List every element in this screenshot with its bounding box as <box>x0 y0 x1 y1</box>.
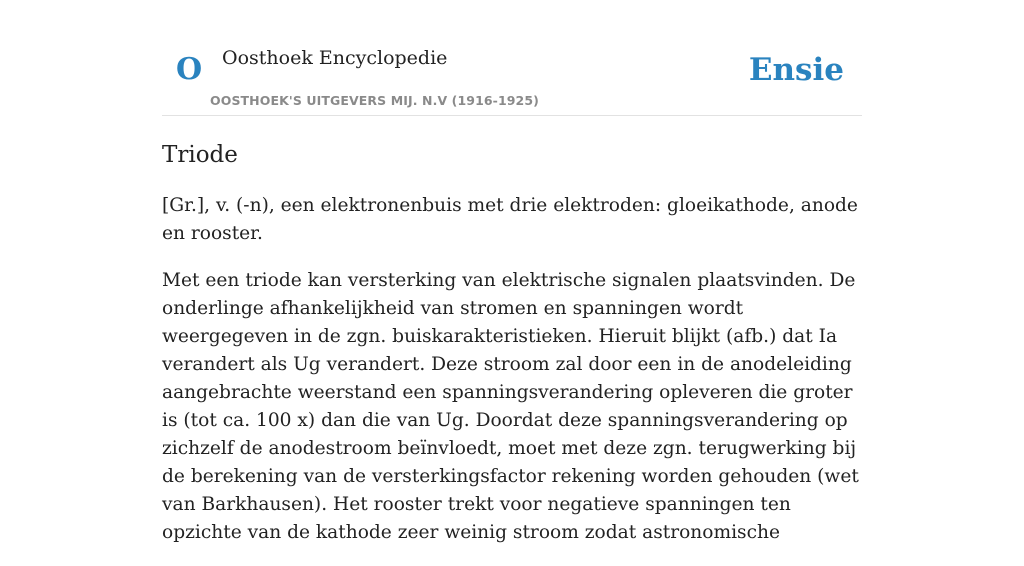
site-subtitle: OOSTHOEK'S UITGEVERS MIJ. N.V (1916-1925) <box>210 93 539 108</box>
definition-paragraph: [Gr.], v. (-n), een elektronenbuis met drie elektroden: gloeikathode, anode en rooster. <box>162 195 858 244</box>
oosthoek-logo[interactable]: O <box>176 52 203 87</box>
article-body <box>162 192 862 566</box>
site-title[interactable]: Oosthoek Encyclopedie <box>222 47 448 69</box>
body-paragraph: Met een triode kan versterking van elektrische signalen plaatsvinden. De onderlinge afhankelijkheid van stromen en spanningen wordt weergegeven in de zgn. buiskarakteristieken. Hieruit blijkt (afb.) dat Ia verandert als Ug verandert. Deze stroom zal door een in de anodeleiding aangebrachte weerstand een spanningsverandering opleveren die groter is (tot ca. 100 x) dan die van Ug. Doordat deze spanningsverandering op zichzelf de anodestroom beïnvloedt, moet met deze zgn. terugwerking bij de berekening van de versterkingsfactor rekening worden gehouden (wet van Barkhausen). Het rooster trekt voor negatieve spanningen ten opzichte van de kathode zeer weinig stroom zodat astronomische <box>162 270 859 543</box>
article-title: Triode <box>162 142 238 168</box>
ensie-brand-link[interactable]: Ensie <box>748 52 844 88</box>
site-header <box>162 0 862 116</box>
